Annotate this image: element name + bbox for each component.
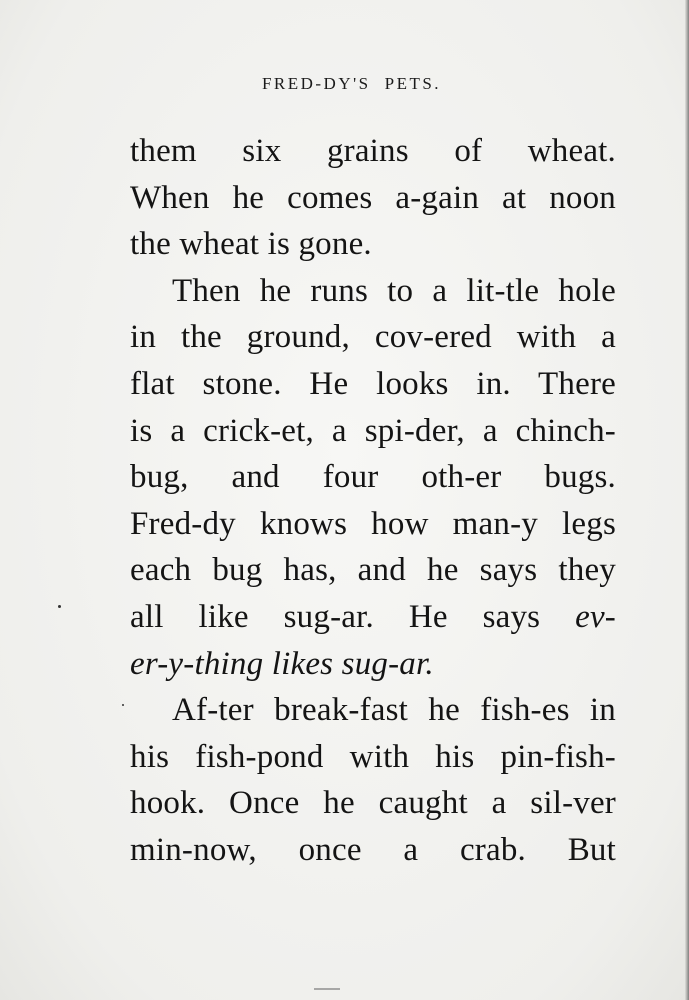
text-line: Af-ter break-fast he fish-es in [172, 692, 616, 729]
text-line: is a crick-et, a spi-der, a chinch- [130, 412, 616, 449]
text-line: Fred-dy knows how man-y legs [130, 505, 616, 542]
text-line: in the ground, cov-ered with a [130, 319, 616, 356]
italic-word: ev- [575, 598, 616, 635]
text-line: flat stone. He looks in. There [130, 365, 616, 402]
page-edge-shadow [685, 0, 689, 1000]
running-head-right: PETS. [384, 74, 442, 93]
text-line: hook. Once he caught a sil-ver [130, 785, 616, 822]
text-line: them six grains of wheat. [130, 133, 616, 169]
ink-speck [58, 605, 61, 608]
running-head [0, 74, 689, 94]
body-text [130, 128, 616, 874]
text-line: er-y-thing likes sug-ar. [130, 645, 434, 682]
text-line: each bug has, and he says they [130, 552, 616, 589]
text-line: the wheat is gone. [130, 226, 372, 263]
text-line: Then he runs to a lit-tle hole [172, 272, 616, 309]
text-line: min-now, once a crab. But [130, 831, 616, 868]
page-mark [314, 988, 340, 990]
running-head-left: FRED-DY'S [261, 74, 371, 93]
text-line: his fish-pond with his pin-fish- [130, 738, 616, 775]
text-line: When he comes a-gain at noon [130, 179, 616, 216]
text-line: bug, and four oth-er bugs. [130, 459, 616, 496]
text-line: all like sug-ar. He says ev- [130, 598, 616, 635]
ink-speck [122, 704, 124, 706]
